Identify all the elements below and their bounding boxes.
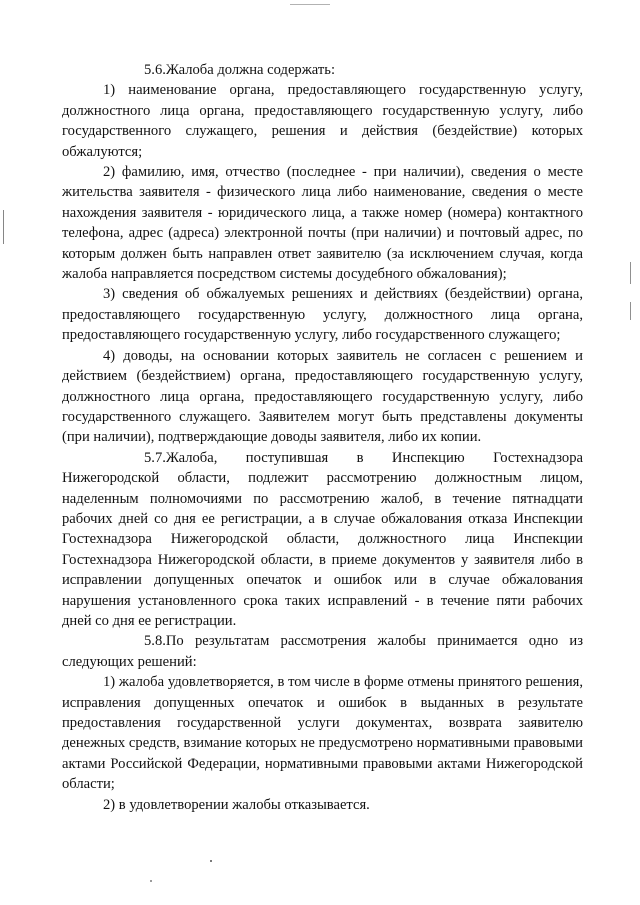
section-number: 5.8. — [144, 633, 166, 650]
paragraph-text: Жалоба должна содержать: — [165, 62, 335, 78]
scan-artifact-dot — [150, 880, 152, 882]
paragraph-text: 3) сведения об обжалуемых решениях и действиях (бездействии) органа, предоставляющего государственную услугу, должностного лица органа, предоставляющего государственную услугу, либо государственного служащего; — [62, 286, 583, 344]
paragraph-text: 2) в удовлетворении жалобы отказывается. — [103, 796, 370, 813]
section-number: 5.7. — [144, 449, 166, 466]
decision-item-1 — [62, 672, 583, 794]
paragraph-5-7 — [62, 448, 583, 632]
decision-item-2 — [62, 795, 583, 815]
paragraph-text: 2) фамилию, имя, отчество (последнее - при наличии), сведения о месте жительства заявителя - физического лица либо наименование, сведения о месте нахождения заявителя - юридического лица, а также номер (номера) контактного телефона, адрес (адреса) электронной почты (при наличии) и почтовый адрес, по которым должен быть направлен ответ заявителю (за исключением случая, когда жалоба направляется посредством системы досудебного обжалования); — [62, 164, 583, 283]
list-item-3 — [62, 284, 583, 345]
scan-artifact-right — [630, 302, 631, 320]
list-item-4 — [62, 346, 583, 448]
scan-artifact-top — [290, 4, 330, 5]
section-number: 5.6. — [144, 62, 166, 78]
list-item-2 — [62, 162, 583, 284]
list-item-1 — [62, 80, 583, 162]
paragraph-text: Жалоба, поступившая в Инспекцию Гостехнадзора Нижегородской области, подлежит рассмотрению должностным лицом, наделенным полномочиями по рассмотрению жалоб, в течение пятнадцати рабочих дней со дня ее регистрации, а в случае обжалования отказа Инспекции Гостехнадзора Нижегородской области, должностного лица Инспекции Гостехнадзора Нижегородской области, в приеме документов у заявителя либо в исправлении допущенных опечаток и ошибок или в случае обжалования нарушения установленного срока таких исправлений - в течение пяти рабочих дней со дня ее регистрации. — [62, 449, 583, 629]
paragraph-text: 1) жалоба удовлетворяется, в том числе в форме отмены принятого решения, исправления допущенных опечаток и ошибок в выданных в результате предоставления государственной услуги документах, возврата заявителю денежных средств, взимание которых не предусмотрено нормативными правовыми актами Российской Федерации, нормативными правовыми актами Нижегородской области; — [62, 674, 583, 793]
paragraph-text: 4) доводы, на основании которых заявитель не согласен с решением и действием (бездействием) органа, предоставляющего государственную услугу, должностного лица органа, предоставляющего государственную услугу, либо государственного служащего. Заявителем могут быть представлены документы (при наличии), подтверждающие доводы заявителя, либо их копии. — [62, 347, 583, 446]
paragraph-5-8 — [62, 631, 583, 672]
scan-artifact-left — [3, 210, 4, 244]
paragraph-text: По результатам рассмотрения жалобы принимается одно из следующих решений: — [62, 633, 583, 670]
scan-artifact-right — [630, 262, 631, 284]
paragraph-text: 1) наименование органа, предоставляющего государственную услугу, должностного лица органа, предоставляющего государственную услугу, либо государственного служащего, решения и действия (бездействие) которых обжалуются; — [62, 82, 583, 160]
document-page — [62, 60, 583, 815]
scan-artifact-dot — [210, 860, 212, 862]
paragraph-5-6 — [62, 60, 583, 80]
